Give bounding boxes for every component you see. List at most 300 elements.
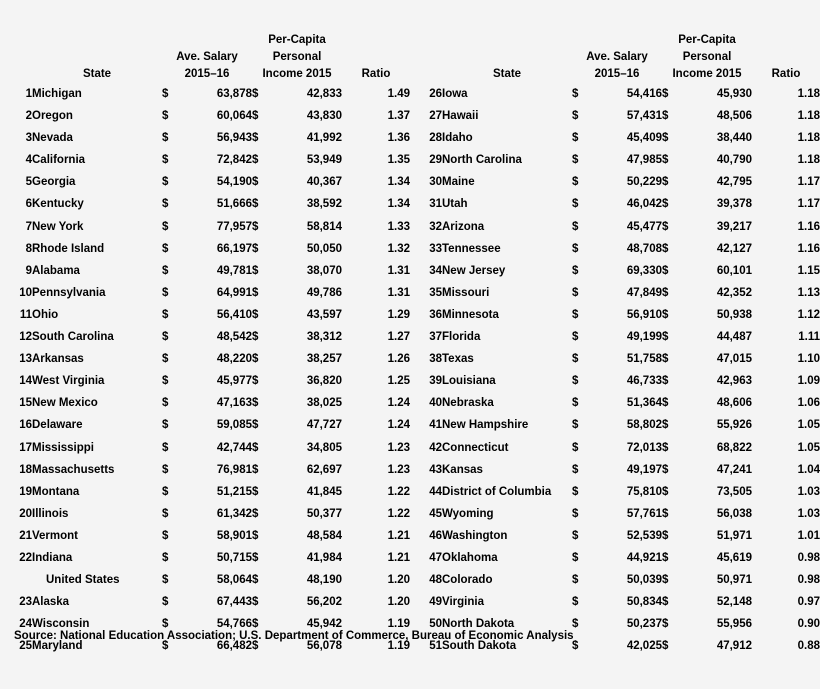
row-average-salary: 44,921 xyxy=(626,551,662,564)
row-percapita-income: 49,786 xyxy=(306,286,342,299)
row-ratio: 1.22 xyxy=(387,507,410,520)
row-average-salary: 51,666 xyxy=(216,198,252,211)
row-state-name: Wisconsin xyxy=(32,618,90,631)
row-rank: 33 xyxy=(429,242,442,255)
row-average-salary: 59,085 xyxy=(216,419,252,432)
currency-symbol: $ xyxy=(662,640,669,653)
row-rank: 7 xyxy=(25,220,32,233)
row-percapita-income: 38,025 xyxy=(306,397,342,410)
row-rank: 17 xyxy=(19,441,32,454)
currency-symbol: $ xyxy=(572,286,579,299)
row-state-name: Ohio xyxy=(32,308,59,321)
currency-symbol: $ xyxy=(662,88,669,100)
row-percapita-income: 44,487 xyxy=(716,331,752,344)
table-row xyxy=(0,193,410,215)
currency-symbol: $ xyxy=(252,353,259,366)
currency-symbol: $ xyxy=(252,507,259,520)
row-average-salary: 49,781 xyxy=(216,264,252,277)
table-row xyxy=(410,127,820,149)
row-percapita-income: 50,938 xyxy=(716,308,752,321)
row-ratio: 1.18 xyxy=(797,110,820,123)
row-average-salary: 45,409 xyxy=(626,132,662,145)
row-average-salary: 48,708 xyxy=(626,242,662,255)
currency-symbol: $ xyxy=(162,220,169,233)
header-income-line1: Per-Capita xyxy=(268,34,326,46)
table-body-right xyxy=(410,83,820,657)
table-row xyxy=(0,481,410,503)
currency-symbol: $ xyxy=(572,132,579,145)
row-rank: 18 xyxy=(19,463,32,476)
row-percapita-income: 73,505 xyxy=(716,485,752,498)
table-row xyxy=(410,459,820,481)
row-rank: 3 xyxy=(25,132,32,145)
row-ratio: 1.35 xyxy=(387,154,410,167)
row-ratio: 1.21 xyxy=(387,529,410,542)
header-income-line2: Personal xyxy=(272,51,322,63)
row-average-salary: 46,733 xyxy=(626,375,662,388)
currency-symbol: $ xyxy=(162,242,169,255)
row-state-name: New Hampshire xyxy=(442,419,529,432)
row-percapita-income: 62,697 xyxy=(306,463,342,476)
row-average-salary: 57,761 xyxy=(626,507,662,520)
row-average-salary: 50,039 xyxy=(626,574,662,587)
currency-symbol: $ xyxy=(252,596,259,609)
row-percapita-income: 45,619 xyxy=(716,551,752,564)
row-rank: 42 xyxy=(429,441,442,454)
currency-symbol: $ xyxy=(572,618,579,631)
salary-ratio-table-left xyxy=(0,32,410,657)
row-state-name: Nevada xyxy=(32,132,73,145)
row-ratio: 1.17 xyxy=(797,176,820,189)
row-state-name: Colorado xyxy=(442,574,493,587)
row-average-salary: 58,064 xyxy=(216,574,252,587)
row-average-salary: 57,431 xyxy=(626,110,662,123)
header-ratio-top xyxy=(752,32,820,49)
row-average-salary: 67,443 xyxy=(216,596,252,609)
row-percapita-income: 42,795 xyxy=(716,176,752,189)
currency-symbol: $ xyxy=(162,176,169,189)
row-state-name: Indiana xyxy=(32,551,73,564)
row-rank: 36 xyxy=(429,308,442,321)
currency-symbol: $ xyxy=(662,132,669,145)
salary-ratio-table-right xyxy=(410,32,820,657)
table-row xyxy=(410,525,820,547)
currency-symbol: $ xyxy=(572,441,579,454)
table-row xyxy=(0,591,410,613)
table-row xyxy=(0,83,410,105)
currency-symbol: $ xyxy=(572,110,579,123)
header-income-line3: Income 2015 xyxy=(262,68,332,80)
row-rank: 8 xyxy=(25,242,32,255)
row-percapita-income: 45,942 xyxy=(306,618,342,631)
currency-symbol: $ xyxy=(252,242,259,255)
table-row xyxy=(410,105,820,127)
row-percapita-income: 34,805 xyxy=(306,441,342,454)
row-rank: 14 xyxy=(19,375,32,388)
row-average-salary: 58,901 xyxy=(216,529,252,542)
currency-symbol: $ xyxy=(662,574,669,587)
row-state-name: South Carolina xyxy=(32,331,114,344)
row-state-name: Connecticut xyxy=(442,441,509,454)
row-rank: 28 xyxy=(429,132,442,145)
header-income-line2: Personal xyxy=(682,51,732,63)
currency-symbol: $ xyxy=(162,441,169,454)
currency-symbol: $ xyxy=(662,507,669,520)
row-rank: 48 xyxy=(429,574,442,587)
row-ratio: 1.11 xyxy=(798,331,820,344)
table-row xyxy=(410,171,820,193)
table-row xyxy=(410,83,820,105)
row-rank: 16 xyxy=(19,419,32,432)
table-row xyxy=(410,326,820,348)
table-row xyxy=(410,481,820,503)
header-row-top xyxy=(410,32,820,49)
row-rank: 11 xyxy=(19,308,32,321)
table-row xyxy=(0,547,410,569)
row-percapita-income: 48,190 xyxy=(306,574,342,587)
row-ratio: 1.31 xyxy=(387,286,410,299)
row-ratio: 1.09 xyxy=(797,375,820,388)
row-state-name: Wyoming xyxy=(442,507,494,520)
header-salary-top xyxy=(572,32,662,49)
row-average-salary: 58,802 xyxy=(626,419,662,432)
row-percapita-income: 48,606 xyxy=(716,397,752,410)
row-ratio: 1.20 xyxy=(387,596,410,609)
row-ratio: 1.20 xyxy=(387,574,410,587)
currency-symbol: $ xyxy=(662,485,669,498)
row-state-name: Idaho xyxy=(442,132,473,145)
row-ratio: 1.32 xyxy=(387,242,410,255)
header-row-bottom xyxy=(0,66,410,83)
table-row xyxy=(0,503,410,525)
row-percapita-income: 58,814 xyxy=(306,220,342,233)
row-ratio: 1.06 xyxy=(797,397,820,410)
row-state-name: Alabama xyxy=(32,264,80,277)
currency-symbol: $ xyxy=(162,308,169,321)
row-rank: 20 xyxy=(19,507,32,520)
row-state-name: Florida xyxy=(442,331,481,344)
currency-symbol: $ xyxy=(572,176,579,189)
currency-symbol: $ xyxy=(252,220,259,233)
left-table-panel xyxy=(0,32,410,657)
row-rank: 50 xyxy=(429,618,442,631)
header-row-mid xyxy=(410,49,820,66)
header-state: State xyxy=(492,68,522,80)
currency-symbol: $ xyxy=(662,529,669,542)
row-rank: 25 xyxy=(19,640,32,653)
row-state-name: Delaware xyxy=(32,419,83,432)
currency-symbol: $ xyxy=(162,485,169,498)
row-rank: 51 xyxy=(429,640,442,653)
currency-symbol: $ xyxy=(572,308,579,321)
row-average-salary: 51,364 xyxy=(626,397,662,410)
table-row xyxy=(0,171,410,193)
row-percapita-income: 56,038 xyxy=(716,507,752,520)
row-state-name: Pennsylvania xyxy=(32,286,106,299)
row-rank: 29 xyxy=(429,154,442,167)
row-average-salary: 75,810 xyxy=(626,485,662,498)
row-percapita-income: 45,930 xyxy=(716,88,752,100)
table-row xyxy=(0,216,410,238)
row-rank: 32 xyxy=(429,220,442,233)
currency-symbol: $ xyxy=(162,132,169,145)
row-ratio: 0.97 xyxy=(797,596,820,609)
row-ratio: 0.98 xyxy=(797,574,820,587)
currency-symbol: $ xyxy=(572,220,579,233)
row-ratio: 1.49 xyxy=(387,88,410,100)
row-state-name: North Carolina xyxy=(442,154,522,167)
table-row xyxy=(0,127,410,149)
row-ratio: 0.98 xyxy=(797,551,820,564)
row-ratio: 1.05 xyxy=(797,419,820,432)
row-ratio: 1.17 xyxy=(797,198,820,211)
currency-symbol: $ xyxy=(662,110,669,123)
table-row xyxy=(0,304,410,326)
table-row xyxy=(0,326,410,348)
row-average-salary: 47,163 xyxy=(216,397,252,410)
table-row xyxy=(0,149,410,171)
row-rank: 45 xyxy=(429,507,442,520)
row-percapita-income: 50,971 xyxy=(716,574,752,587)
row-percapita-income: 43,830 xyxy=(306,110,342,123)
row-percapita-income: 52,148 xyxy=(716,596,752,609)
table-row xyxy=(410,282,820,304)
row-average-salary: 51,215 xyxy=(216,485,252,498)
header-rank-top xyxy=(0,32,32,49)
row-rank: 47 xyxy=(429,551,442,564)
table-row xyxy=(0,348,410,370)
currency-symbol: $ xyxy=(572,463,579,476)
currency-symbol: $ xyxy=(252,110,259,123)
row-percapita-income: 48,584 xyxy=(306,529,342,542)
row-average-salary: 49,199 xyxy=(626,331,662,344)
row-state-name: North Dakota xyxy=(442,618,515,631)
table-row xyxy=(410,216,820,238)
row-average-salary: 49,197 xyxy=(626,463,662,476)
row-ratio: 1.12 xyxy=(797,308,820,321)
currency-symbol: $ xyxy=(662,463,669,476)
row-average-salary: 51,758 xyxy=(626,353,662,366)
table-row xyxy=(0,459,410,481)
row-state-name: Iowa xyxy=(442,88,468,100)
header-row-bottom xyxy=(410,66,820,83)
row-state-name: Oregon xyxy=(32,110,73,123)
table-header-right xyxy=(410,32,820,83)
currency-symbol: $ xyxy=(662,198,669,211)
row-average-salary: 56,910 xyxy=(626,308,662,321)
row-percapita-income: 53,949 xyxy=(306,154,342,167)
currency-symbol: $ xyxy=(572,419,579,432)
row-ratio: 0.88 xyxy=(797,640,820,653)
row-state-name: Georgia xyxy=(32,176,76,189)
row-percapita-income: 41,984 xyxy=(306,551,342,564)
currency-symbol: $ xyxy=(162,596,169,609)
row-percapita-income: 43,597 xyxy=(306,308,342,321)
row-percapita-income: 38,312 xyxy=(306,331,342,344)
table-row xyxy=(0,525,410,547)
row-percapita-income: 38,592 xyxy=(306,198,342,211)
row-state-name: Massachusetts xyxy=(32,463,115,476)
row-ratio: 1.18 xyxy=(797,88,820,100)
currency-symbol: $ xyxy=(662,308,669,321)
table-row xyxy=(0,105,410,127)
row-ratio: 1.24 xyxy=(387,397,410,410)
row-state-name: Utah xyxy=(442,198,468,211)
table-row xyxy=(410,414,820,436)
row-state-name: Virginia xyxy=(442,596,484,609)
currency-symbol: $ xyxy=(162,154,169,167)
currency-symbol: $ xyxy=(162,88,169,100)
row-rank: 9 xyxy=(25,264,32,277)
currency-symbol: $ xyxy=(162,375,169,388)
currency-symbol: $ xyxy=(572,264,579,277)
header-rank xyxy=(0,66,32,83)
row-rank: 22 xyxy=(19,551,32,564)
row-percapita-income: 38,440 xyxy=(716,132,752,145)
currency-symbol: $ xyxy=(252,154,259,167)
row-percapita-income: 38,257 xyxy=(306,353,342,366)
currency-symbol: $ xyxy=(252,529,259,542)
currency-symbol: $ xyxy=(162,397,169,410)
row-rank: 41 xyxy=(429,419,442,432)
row-rank: 12 xyxy=(19,331,32,344)
currency-symbol: $ xyxy=(252,375,259,388)
row-percapita-income: 50,050 xyxy=(306,242,342,255)
currency-symbol: $ xyxy=(252,618,259,631)
header-state-top xyxy=(442,32,572,49)
row-state-name: Missouri xyxy=(442,286,490,299)
table-row xyxy=(410,304,820,326)
row-rank: 31 xyxy=(429,198,442,211)
row-percapita-income: 40,367 xyxy=(306,176,342,189)
row-ratio: 1.18 xyxy=(797,154,820,167)
currency-symbol: $ xyxy=(162,507,169,520)
currency-symbol: $ xyxy=(162,110,169,123)
row-ratio: 1.16 xyxy=(797,220,820,233)
row-rank: 43 xyxy=(429,463,442,476)
row-ratio: 1.16 xyxy=(797,242,820,255)
right-table-panel xyxy=(410,32,820,657)
currency-symbol: $ xyxy=(252,198,259,211)
table-row xyxy=(0,238,410,260)
row-average-salary: 69,330 xyxy=(626,264,662,277)
row-percapita-income: 41,992 xyxy=(306,132,342,145)
currency-symbol: $ xyxy=(572,88,579,100)
row-rank: 6 xyxy=(25,198,32,211)
currency-symbol: $ xyxy=(662,176,669,189)
table-row xyxy=(410,370,820,392)
table-header-left xyxy=(0,32,410,83)
row-ratio: 1.23 xyxy=(387,463,410,476)
row-state-name: Tennessee xyxy=(442,242,501,255)
currency-symbol: $ xyxy=(572,596,579,609)
header-salary-line2: 2015–16 xyxy=(594,68,640,80)
row-average-salary: 48,542 xyxy=(216,331,252,344)
table-row xyxy=(410,149,820,171)
row-state-name: Nebraska xyxy=(442,397,494,410)
header-salary-line2: 2015–16 xyxy=(184,68,230,80)
currency-symbol: $ xyxy=(252,640,259,653)
row-average-salary: 50,834 xyxy=(626,596,662,609)
row-state-name: New Mexico xyxy=(32,397,98,410)
currency-symbol: $ xyxy=(162,551,169,564)
row-rank: 49 xyxy=(429,596,442,609)
row-average-salary: 54,766 xyxy=(216,618,252,631)
table-row xyxy=(410,348,820,370)
currency-symbol: $ xyxy=(662,441,669,454)
row-average-salary: 47,849 xyxy=(626,286,662,299)
row-ratio: 1.33 xyxy=(387,220,410,233)
row-average-salary: 66,197 xyxy=(216,242,252,255)
row-average-salary: 72,842 xyxy=(216,154,252,167)
row-percapita-income: 47,727 xyxy=(306,419,342,432)
row-state-name: Mississippi xyxy=(32,441,94,454)
header-rank xyxy=(410,66,442,83)
row-state-name: Rhode Island xyxy=(32,242,105,255)
table-body-left xyxy=(0,83,410,657)
row-average-salary: 54,416 xyxy=(626,88,662,100)
row-ratio: 1.29 xyxy=(387,308,410,321)
currency-symbol: $ xyxy=(572,198,579,211)
row-average-salary: 42,025 xyxy=(626,640,662,653)
header-row-mid xyxy=(0,49,410,66)
table-row xyxy=(410,238,820,260)
currency-symbol: $ xyxy=(252,286,259,299)
currency-symbol: $ xyxy=(662,331,669,344)
row-ratio: 1.13 xyxy=(797,286,820,299)
currency-symbol: $ xyxy=(572,242,579,255)
row-rank: 35 xyxy=(429,286,442,299)
row-average-salary: 54,190 xyxy=(216,176,252,189)
table-row xyxy=(410,569,820,591)
table-row xyxy=(410,193,820,215)
row-rank: 38 xyxy=(429,353,442,366)
table-row xyxy=(410,437,820,459)
row-rank: 34 xyxy=(429,264,442,277)
row-percapita-income: 68,822 xyxy=(716,441,752,454)
row-ratio: 1.23 xyxy=(387,441,410,454)
source-note: Source: National Education Association; U.S. Department of Commerce, Bureau of Economic Analysis xyxy=(14,630,574,642)
currency-symbol: $ xyxy=(162,463,169,476)
header-ratio: Ratio xyxy=(771,68,801,80)
table-row xyxy=(0,282,410,304)
currency-symbol: $ xyxy=(252,88,259,100)
header-state-mid xyxy=(32,49,162,66)
row-state-name: Texas xyxy=(442,353,474,366)
currency-symbol: $ xyxy=(252,308,259,321)
row-rank: 15 xyxy=(19,397,32,410)
row-state-name: District of Columbia xyxy=(442,485,552,498)
row-percapita-income: 36,820 xyxy=(306,375,342,388)
row-state-name: Maine xyxy=(442,176,475,189)
row-ratio: 1.24 xyxy=(387,419,410,432)
row-state-name: California xyxy=(32,154,86,167)
row-average-salary: 64,991 xyxy=(216,286,252,299)
row-rank: 26 xyxy=(429,88,442,100)
header-ratio-top xyxy=(342,32,410,49)
currency-symbol: $ xyxy=(252,463,259,476)
row-average-salary: 47,985 xyxy=(626,154,662,167)
table-row xyxy=(0,392,410,414)
header-ratio-mid xyxy=(342,49,410,66)
header-rank-top xyxy=(410,32,442,49)
currency-symbol: $ xyxy=(162,574,169,587)
row-rank: 46 xyxy=(429,529,442,542)
row-ratio: 1.37 xyxy=(387,110,410,123)
row-ratio: 1.25 xyxy=(387,375,410,388)
currency-symbol: $ xyxy=(162,264,169,277)
row-percapita-income: 47,015 xyxy=(716,353,752,366)
